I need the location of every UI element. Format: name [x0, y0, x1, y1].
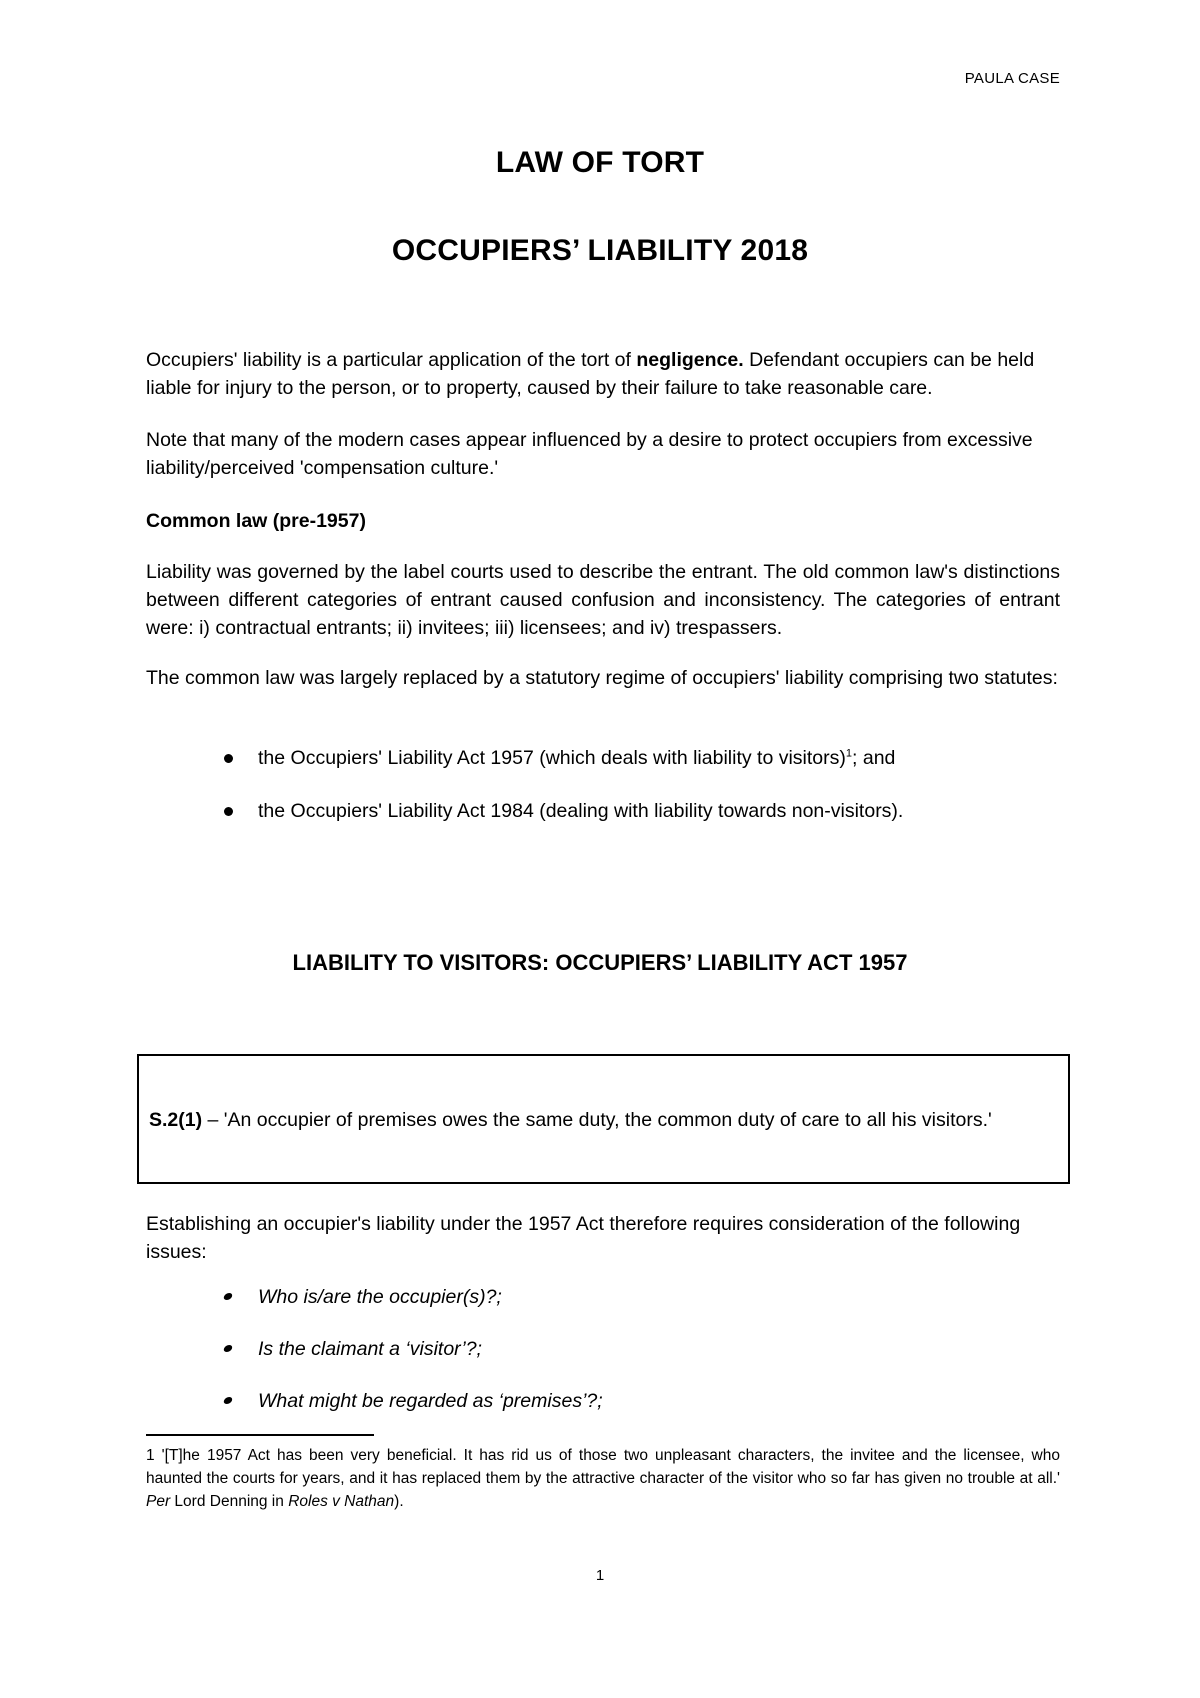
common-law-heading: Common law (pre-1957) — [146, 510, 366, 532]
intro-bold-term: negligence. — [636, 349, 744, 371]
bullet-icon — [223, 1345, 234, 1352]
statute-1-text: the Occupiers' Liability Act 1957 (which deals with liability to visitors) — [258, 747, 846, 769]
bullet-icon — [223, 1397, 234, 1404]
intro-paragraph — [146, 346, 1060, 402]
footnote-case: Roles v Nathan — [288, 1493, 395, 1510]
intro-text: Occupiers' liability is a particular application of the tort of — [146, 349, 637, 371]
footnote-separator — [146, 1434, 374, 1436]
section-heading: LIABILITY TO VISITORS: OCCUPIERS’ LIABILITY ACT 1957 — [292, 950, 908, 975]
statutes-list — [146, 744, 1060, 850]
document-title: LAW OF TORT — [495, 146, 705, 179]
list-item — [146, 1283, 1060, 1311]
bullet-icon — [223, 1293, 234, 1300]
section-quote: 'An occupier of premises owes the same duty, the common duty of care to all his visitors.' — [223, 1109, 992, 1131]
bullet-icon — [224, 754, 233, 763]
intro-text-tail: Defendant occupiers can be held liable for injury to the person, or to property, caused by their failure to take reasonable care. — [146, 349, 1035, 399]
footnote-text: '[T]he 1957 Act has been very beneficial. It has rid us of those two unpleasant characters, the invitee and the licensee, who haunted the courts for years, and it has replaced them by the attractive character of the visitor who so far has given no trouble at all.' — [146, 1447, 1060, 1487]
liability-paragraph: Liability was governed by the label courts used to describe the entrant. The old common law's distinctions between different categories of entrant caused confusion and inconsistency. The categories of entrant were: i) contractual entrants; ii) invitees; iii) licensees; and iv) trespassers. — [146, 561, 1060, 639]
footnote-reference[interactable]: 1 — [845, 747, 853, 760]
footnote — [146, 1444, 1060, 1513]
statute-2-text: the Occupiers' Liability Act 1984 (dealing with liability towards non-visitors). — [258, 800, 904, 822]
statute-box — [137, 1054, 1070, 1184]
issue-text: Who is/are the occupier(s)?; — [258, 1286, 502, 1308]
footnote-number: 1 — [146, 1447, 155, 1464]
statute-box-text — [149, 1106, 992, 1134]
list-item — [146, 1387, 1060, 1415]
section-label: S.2(1) — [149, 1109, 203, 1131]
footnote-close: ). — [394, 1493, 404, 1510]
establishing-paragraph: Establishing an occupier's liability under the 1957 Act therefore requires consideration of the following issues: — [146, 1213, 1021, 1263]
list-item — [146, 744, 1060, 772]
bullet-icon — [224, 807, 233, 816]
list-item — [146, 1335, 1060, 1363]
note-paragraph: Note that many of the modern cases appear influenced by a desire to protect occupiers from excessive liability/perceived 'compensation culture.' — [146, 429, 1033, 479]
issues-list — [146, 1283, 1060, 1439]
issue-text: What might be regarded as ‘premises’?; — [258, 1390, 603, 1412]
statute-1-tail: ; and — [852, 747, 896, 769]
footnote-per: Per — [146, 1493, 171, 1510]
section-dash: – — [202, 1109, 224, 1131]
replaced-paragraph: The common law was largely replaced by a statutory regime of occupiers' liability comprising two statutes: — [146, 667, 1058, 689]
document-subtitle: OCCUPIERS’ LIABILITY 2018 — [391, 234, 809, 267]
footnote-judge: Lord Denning in — [170, 1493, 289, 1510]
list-item — [146, 797, 1060, 825]
page-number: 1 — [595, 1567, 605, 1584]
issue-text: Is the claimant a ‘visitor’?; — [258, 1338, 482, 1360]
header-author: PAULA CASE — [964, 70, 1060, 87]
